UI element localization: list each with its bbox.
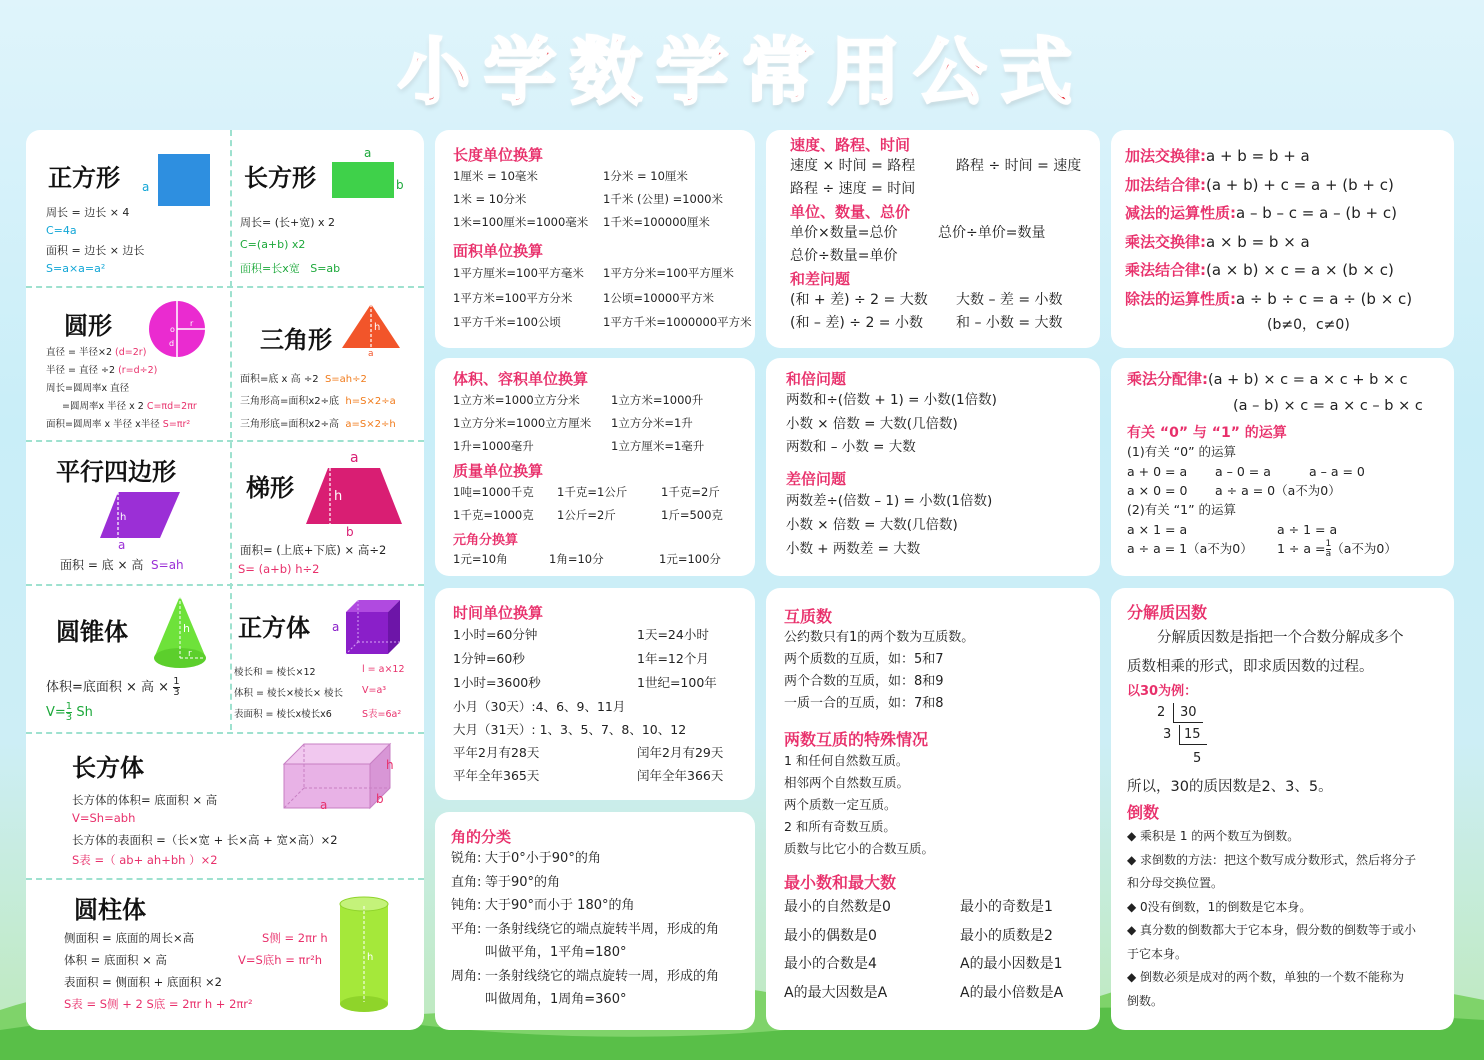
law-name: 乘法交换律:: [1125, 232, 1206, 251]
table-cell: A的最小因数是1: [960, 956, 1063, 972]
list-item: 两个质数的互质，如：5和7: [784, 652, 944, 667]
table-cell: A的最小倍数是A: [960, 984, 1064, 1001]
angle-rows: [451, 847, 755, 1012]
trapezoid-area: 面积= (上底+下底) × 高÷2: [240, 543, 387, 557]
table-cell: 1立方分米=1升: [611, 416, 693, 430]
time-feb: 平年2月有28天 闰年2月有29天: [453, 745, 724, 760]
table-row: [784, 922, 1100, 951]
table-cell: 最小的合数是4: [784, 956, 877, 972]
square-title: 正方形: [48, 164, 120, 192]
area-rows: [453, 261, 755, 335]
circle-diameter: 直径 = 半径×2 (d=2r): [46, 347, 147, 358]
length-rows: [453, 165, 755, 234]
table-cell: 直角:: [451, 874, 482, 890]
list-item: ◆ 乘积是 1 的两个数互为倒数。: [1127, 829, 1300, 843]
table-row: [453, 310, 755, 335]
cube-title: 正方体: [238, 614, 310, 642]
time-panel: [435, 588, 755, 800]
reciprocal-rows: [1127, 825, 1454, 1013]
table-row: [453, 481, 755, 504]
list-item: ◆ 0没有倒数，1的倒数是它本身。: [1127, 899, 1312, 914]
table-cell: 1升=1000毫升: [453, 439, 534, 453]
cylinder-side: 侧面积 = 底面的周长×高: [64, 931, 195, 945]
list-item: 相邻两个自然数互质。: [784, 775, 910, 790]
angle-panel: [435, 812, 755, 1030]
cylinder-volume: 体积 = 底面积 × 高: [64, 953, 167, 967]
cuboid-a-label: a: [320, 798, 328, 812]
table-cell: 最小的自然数是0: [784, 899, 891, 915]
list-item: 于它本身。: [1127, 946, 1188, 961]
table-row: [453, 261, 755, 286]
table-cell: 1年=12个月: [637, 651, 709, 666]
time-year: 平年全年365天 闰年全年366天: [453, 768, 724, 783]
shapes-panel: [26, 130, 424, 1030]
circle-perimeter: 周长=圆周率x 直径: [46, 383, 130, 394]
cube-edges: 棱长和 = 棱长×12: [234, 667, 316, 678]
table-cell: [451, 941, 485, 965]
factor-desc-2: 质数相乘的形式，即求质因数的过程。: [1127, 659, 1374, 675]
coprime-special-rows: [784, 750, 1100, 860]
list-item: 两个质数一定互质。: [784, 797, 897, 812]
rectangle-perimeter-formula: C=(a+b) x2: [240, 238, 306, 251]
rectangle-title: 长方形: [244, 164, 316, 192]
cone-volume-formula: $V=\frac{1}{3}$ Sh: [46, 701, 93, 723]
table-cell: 一条射线绕它的端点旋转一周，形成的角: [485, 968, 720, 984]
table-cell: 大于0°小于90°的角: [485, 851, 601, 866]
factor-title: 分解质因数: [1127, 603, 1208, 622]
table-cell: 1立方米=1000立方分米: [453, 393, 580, 407]
parallelogram-shape: [98, 490, 182, 544]
list-item: 和分母交换位置。: [1127, 876, 1224, 890]
table-cell: 锐角:: [451, 851, 482, 866]
table-row: [451, 847, 755, 871]
svg-text:h: h: [367, 952, 374, 963]
trapezoid-shape: [304, 448, 404, 538]
page-title: 小学数学常用公式: [397, 30, 1086, 114]
table-cell: 1公斤=2斤: [557, 508, 616, 522]
table-cell: 最小的奇数是1: [960, 899, 1053, 915]
table-row: [451, 871, 755, 895]
square-side-label: a: [142, 180, 150, 194]
list-item: ◆ 倒数必须是成对的两个数，单独的一个数不能称为: [1127, 970, 1405, 984]
list-item: 两数和 – 小数 = 大数: [786, 439, 916, 455]
table-row: [453, 165, 755, 188]
rectangle-a-label: a: [364, 146, 372, 160]
speed-title: 速度、路程、时间: [790, 136, 911, 154]
law-row: [1125, 171, 1454, 200]
triangle-area: 面积=底 x 高 ÷2 S=ah÷2: [240, 374, 367, 385]
rectangle-perimeter: 周长= (长+宽) x 2: [240, 216, 336, 229]
list-item: 小数 × 倍数 = 大数(几倍数): [786, 415, 958, 432]
svg-text:r: r: [188, 649, 192, 659]
time-small-month: 小月（30天）:4、6、9、11月: [453, 699, 626, 714]
zero-one-title: 有关 “0” 与 “1” 的运算: [1127, 425, 1287, 441]
table-cell: 叫做平角，1平角=180°: [485, 945, 627, 960]
coprime-special-title: 两数互质的特殊情况: [784, 730, 929, 749]
table-row: [784, 979, 1100, 1008]
circle-shape: [148, 300, 206, 358]
cuboid-b-label: b: [376, 792, 384, 806]
coprime-panel: [766, 588, 1100, 1030]
law-formula: (a × b) × c = a × (b × c): [1206, 261, 1394, 279]
cylinder-title: 圆柱体: [74, 896, 146, 924]
division-condition: (b≠0，c≠0): [1267, 317, 1350, 333]
money-title: 元角分换算: [453, 533, 519, 548]
svg-text:a: a: [368, 349, 374, 356]
list-item: ◆ 求倒数的方法：把这个数写成分数形式，然后将分子: [1127, 852, 1417, 867]
volume-mass-panel: [435, 358, 755, 576]
cuboid-surface-formula: S表 =（ ab+ ah+bh ）×2: [72, 853, 218, 867]
table-row: [784, 950, 1100, 979]
table-row: [453, 286, 755, 311]
cube-volume-formula: V=a³: [362, 685, 387, 696]
law-name: 乘法结合律:: [1125, 261, 1206, 279]
factor-division: 2 30 3 15 5: [1127, 703, 1454, 773]
table-row: [453, 647, 755, 671]
money-rows: [453, 548, 755, 571]
factor-desc-1: 分解质因数是指把一个合数分解成多个: [1157, 630, 1404, 646]
list-item: 小数 + 两数差 = 大数: [786, 540, 921, 557]
law-formula: a ÷ b ÷ c = a ÷ (b × c): [1236, 289, 1413, 308]
svg-text:h: h: [374, 322, 381, 333]
law-formula: a + b = b + a: [1206, 147, 1310, 165]
table-cell: 1平方千米=100公顷: [453, 315, 561, 329]
zero-row-2: a × 0 = 0 a ÷ a = 0（a不为0）: [1127, 483, 1341, 498]
zero-row-1: a + 0 = a a – 0 = a a – a = 0: [1127, 464, 1365, 479]
table-row: [453, 188, 755, 211]
cube-a-label: a: [332, 620, 340, 634]
table-cell: 1小时=60分钟: [453, 627, 538, 642]
triangle-base: 三角形底=面积x2÷高 a=S×2÷h: [240, 419, 396, 430]
speed-panel: [766, 130, 1100, 348]
list-item: 两数和÷(倍数 + 1) = 小数(1倍数): [786, 392, 997, 408]
unit-price-title: 单位、数量、总价: [790, 203, 911, 221]
table-cell: 平角:: [451, 921, 482, 937]
cone-title: 圆锥体: [56, 618, 128, 646]
table-cell: 1角=10分: [549, 552, 604, 566]
speed-row-1: 速度 × 时间 = 路程 路程 ÷ 时间 = 速度: [790, 158, 1082, 174]
law-name: 加法交换律:: [1125, 147, 1206, 165]
table-row: [453, 504, 755, 527]
table-cell: 1平方厘米=100平方毫米: [453, 266, 584, 280]
parallelogram-a-label: a: [118, 538, 126, 552]
zero-section: (1)有关 “0” 的运算: [1127, 444, 1237, 459]
list-item: 倒数。: [1127, 993, 1164, 1008]
table-cell: A的最大因数是A: [784, 984, 888, 1001]
cube-surface: 表面积 = 棱长x棱长x6: [234, 709, 332, 720]
table-cell: 1小时=3600秒: [453, 675, 541, 690]
mass-title: 质量单位换算: [453, 462, 544, 480]
reciprocal-title: 倒数: [1127, 803, 1160, 822]
table-row: [453, 211, 755, 234]
circle-title: 圆形: [64, 312, 112, 340]
one-section: (2)有关 “1” 的运算: [1127, 502, 1237, 517]
laws-panel: [1111, 130, 1454, 348]
table-cell: 1平方分米=100平方厘米: [603, 266, 734, 280]
length-title: 长度单位换算: [453, 146, 544, 164]
cylinder-surface-formula: S表 = S侧 + 2 S底 = 2πr h + 2πr²: [64, 997, 253, 1011]
circle-perimeter-2: =圆周率x 半径 x 2 C=πd=2πr: [62, 401, 197, 412]
cylinder-surface: 表面积 = 侧面积 + 底面积 ×2: [64, 975, 223, 989]
volume-rows: [453, 389, 755, 458]
law-row: [1125, 228, 1454, 257]
cube-surface-formula: S表=6a²: [362, 709, 402, 720]
table-row: [453, 389, 755, 412]
table-cell: 大于90°而小于 180°的角: [485, 898, 635, 913]
table-cell: 1斤=500克: [661, 508, 723, 522]
list-item: 2 和所有奇数互质。: [784, 819, 896, 834]
sum-multiple-title: 和倍问题: [786, 370, 847, 388]
svg-text:h: h: [183, 622, 190, 635]
diff-multiple-rows: [786, 489, 1100, 561]
cube-edges-formula: l = a×12: [362, 664, 405, 675]
svg-text:a: a: [350, 450, 359, 466]
table-cell: 叫做周角，1周角=360°: [485, 992, 627, 1007]
table-cell: 1千米 (公里) =1000米: [603, 192, 724, 206]
speed-row-2: 路程 ÷ 速度 = 时间: [790, 181, 916, 197]
rectangle-b-label: b: [396, 178, 404, 192]
time-rows: [453, 623, 755, 695]
volume-title: 体积、容积单位换算: [453, 370, 589, 388]
triangle-height: 三角形高=面积x2÷底 h=S×2÷a: [240, 396, 396, 407]
law-name: 除法的运算性质:: [1125, 289, 1236, 308]
square-area-formula: S=a×a=a²: [46, 262, 106, 275]
cylinder-side-formula: S侧 = 2πr h: [262, 931, 328, 945]
law-row: [1125, 199, 1454, 228]
cone-shape: [152, 594, 208, 674]
area-title: 面积单位换算: [453, 242, 544, 260]
svg-text:h: h: [334, 489, 343, 504]
law-row: [1125, 285, 1454, 314]
table-row: [451, 918, 755, 942]
distributive-row-1: 乘法分配律:(a + b) × c = a × c + b × c: [1127, 370, 1408, 388]
sum-multiple-rows: [786, 389, 1100, 460]
cuboid-title: 长方体: [72, 754, 144, 782]
table-cell: 1立方米=1000升: [611, 393, 704, 407]
min-max-rows: [784, 893, 1100, 1007]
table-cell: 最小的质数是2: [960, 927, 1053, 944]
svg-text:h: h: [120, 512, 127, 523]
law-row: [1125, 142, 1454, 171]
table-cell: 1世纪=100年: [637, 675, 717, 690]
table-cell: 1平方米=100平方分米: [453, 290, 573, 305]
list-item: 质数与比它小的合数互质。: [784, 841, 935, 856]
table-cell: 最小的偶数是0: [784, 927, 877, 944]
laws-rows: [1125, 142, 1454, 313]
table-cell: 1吨=1000千克: [453, 485, 534, 499]
coprime-title: 互质数: [784, 607, 833, 626]
table-cell: 钝角:: [451, 898, 482, 913]
table-cell: 等于90°的角: [485, 874, 561, 890]
rectangle-shape: [332, 162, 394, 198]
cube-volume: 体积 = 棱长×棱长× 棱长: [234, 688, 343, 699]
coprime-rows: [784, 627, 1100, 715]
table-row: [453, 623, 755, 647]
table-row: [453, 412, 755, 435]
triangle-shape: [340, 302, 402, 356]
circle-radius: 半径 = 直径 ÷2 (r=d÷2): [46, 365, 158, 376]
table-cell: 1厘米 = 10毫米: [453, 169, 538, 183]
svg-text:o: o: [170, 325, 175, 334]
factor-example-label: 以30为例：: [1127, 684, 1198, 699]
table-cell: 1千克=2斤: [661, 485, 720, 499]
list-item: ◆ 真分数的倒数都大于它本身，假分数的倒数等于或小: [1127, 923, 1417, 937]
table-row: [453, 548, 755, 571]
cylinder-volume-formula: V=S底h = πr²h: [238, 953, 323, 967]
cube-shape: [344, 598, 402, 656]
table-cell: 1千克=1000克: [453, 508, 534, 522]
table-row: [451, 941, 755, 965]
cuboid-volume: 长方体的体积= 底面积 × 高: [72, 793, 218, 807]
one-row-2: a ÷ a = 1（a不为0） $1 \div a =\frac{1}{a}(a$不为0）: [1127, 539, 1397, 559]
table-cell: 1公顷=10000平方米: [603, 290, 715, 305]
sum-diff-title: 和差问题: [790, 270, 851, 288]
list-item: 小数 × 倍数 = 大数(几倍数): [786, 516, 958, 533]
table-row: [451, 988, 755, 1012]
list-item: 一质一合的互质，如：7和8: [784, 696, 944, 711]
table-cell: 1立方厘米=1毫升: [611, 439, 705, 453]
table-cell: 一条射线绕它的端点旋转半周，形成的角: [485, 921, 720, 937]
table-cell: 1千克=1公斤: [557, 485, 628, 499]
unit-price-row-1: 单价×数量=总价 总价÷单价=数量: [790, 225, 1046, 241]
factor-panel: [1111, 588, 1454, 1030]
list-item: 两数差÷(倍数 – 1) = 小数(1倍数): [786, 492, 993, 509]
distributive-row-2: (a – b) × c = a × c – b × c: [1233, 398, 1423, 414]
min-max-title: 最小数和最大数: [784, 873, 897, 892]
square-perimeter-formula: C=4a: [46, 224, 77, 237]
table-cell: 1元=100分: [659, 552, 721, 566]
trapezoid-title: 梯形: [246, 474, 294, 502]
table-cell: 1千米=100000厘米: [603, 215, 710, 229]
svg-text:d: d: [169, 339, 175, 348]
unit-price-row-2: 总价÷数量=单价: [790, 248, 898, 264]
table-cell: 1分钟=60秒: [453, 651, 525, 666]
table-cell: 1分米 = 10厘米: [603, 169, 688, 183]
table-cell: [451, 988, 485, 1012]
law-formula: a × b = b × a: [1206, 232, 1310, 251]
table-row: [451, 965, 755, 989]
parallelogram-title: 平行四边形: [56, 458, 176, 486]
circle-area: 面积=圆周率 x 半径 x半径 S=πr²: [46, 419, 191, 430]
sum-diff-row-2: (和 – 差) ÷ 2 = 小数 和 – 小数 = 大数: [790, 315, 1063, 331]
cone-volume: 体积=底面积 × 高 × $\frac{1}{3}$: [46, 676, 180, 698]
table-cell: 1天=24小时: [637, 627, 709, 642]
cuboid-surface: 长方体的表面积 =（长×宽 + 长×高 + 宽×高）×2: [72, 833, 338, 847]
parallelogram-area: 面积 = 底 × 高 S=ah: [60, 558, 184, 572]
mass-rows: [453, 481, 755, 527]
rectangle-area: 面积=长x宽 S=ab: [240, 262, 341, 275]
diff-multiple-title: 差倍问题: [786, 469, 847, 488]
law-name: 减法的运算性质:: [1125, 204, 1236, 222]
law-name: 加法结合律:: [1125, 175, 1206, 194]
list-item: 1 和任何自然数互质。: [784, 753, 909, 768]
law-row: [1125, 256, 1454, 285]
angle-title: 角的分类: [451, 828, 512, 846]
square-perimeter: 周长 = 边长 × 4: [46, 206, 130, 219]
multiple-panel: [766, 358, 1100, 576]
cylinder-shape: [338, 896, 390, 1014]
table-cell: 1米=100厘米=1000毫米: [453, 215, 589, 229]
triangle-title: 三角形: [260, 326, 332, 354]
law-formula: a – b – c = a – (b + c): [1236, 204, 1397, 222]
time-title: 时间单位换算: [453, 604, 544, 622]
square-shape: [158, 154, 210, 206]
table-cell: 1米 = 10分米: [453, 192, 527, 206]
trapezoid-area-formula: S= (a+b) h÷2: [238, 562, 320, 576]
table-row: [784, 893, 1100, 922]
table-cell: 1立方分米=1000立方厘米: [453, 416, 592, 430]
square-area: 面积 = 边长 × 边长: [46, 244, 145, 257]
table-row: [453, 671, 755, 695]
svg-text:b: b: [346, 525, 354, 538]
table-cell: 1元=10角: [453, 552, 508, 566]
cuboid-h-label: h: [386, 758, 394, 772]
length-area-panel: [435, 130, 755, 348]
table-cell: 周角:: [451, 968, 482, 984]
table-row: [451, 894, 755, 918]
factor-result: 所以，30的质因数是2、3、5。: [1127, 779, 1333, 795]
table-cell: 1平方千米=1000000平方米: [603, 315, 752, 329]
distributive-panel: [1111, 358, 1454, 576]
time-big-month: 大月（31天）: 1、3、5、7、8、10、12: [453, 722, 687, 737]
sum-diff-row-1: (和 + 差) ÷ 2 = 大数 大数 – 差 = 小数: [790, 292, 1063, 308]
cuboid-volume-formula: V=Sh=abh: [72, 811, 136, 825]
one-row-1: a × 1 = a a ÷ 1 = a: [1127, 522, 1338, 537]
list-item: 公约数只有1的两个数为互质数。: [784, 630, 975, 645]
list-item: 两个合数的互质，如：8和9: [784, 674, 944, 689]
law-formula: (a + b) + c = a + (b + c): [1206, 175, 1394, 194]
svg-text:r: r: [190, 319, 194, 328]
table-row: [453, 435, 755, 458]
